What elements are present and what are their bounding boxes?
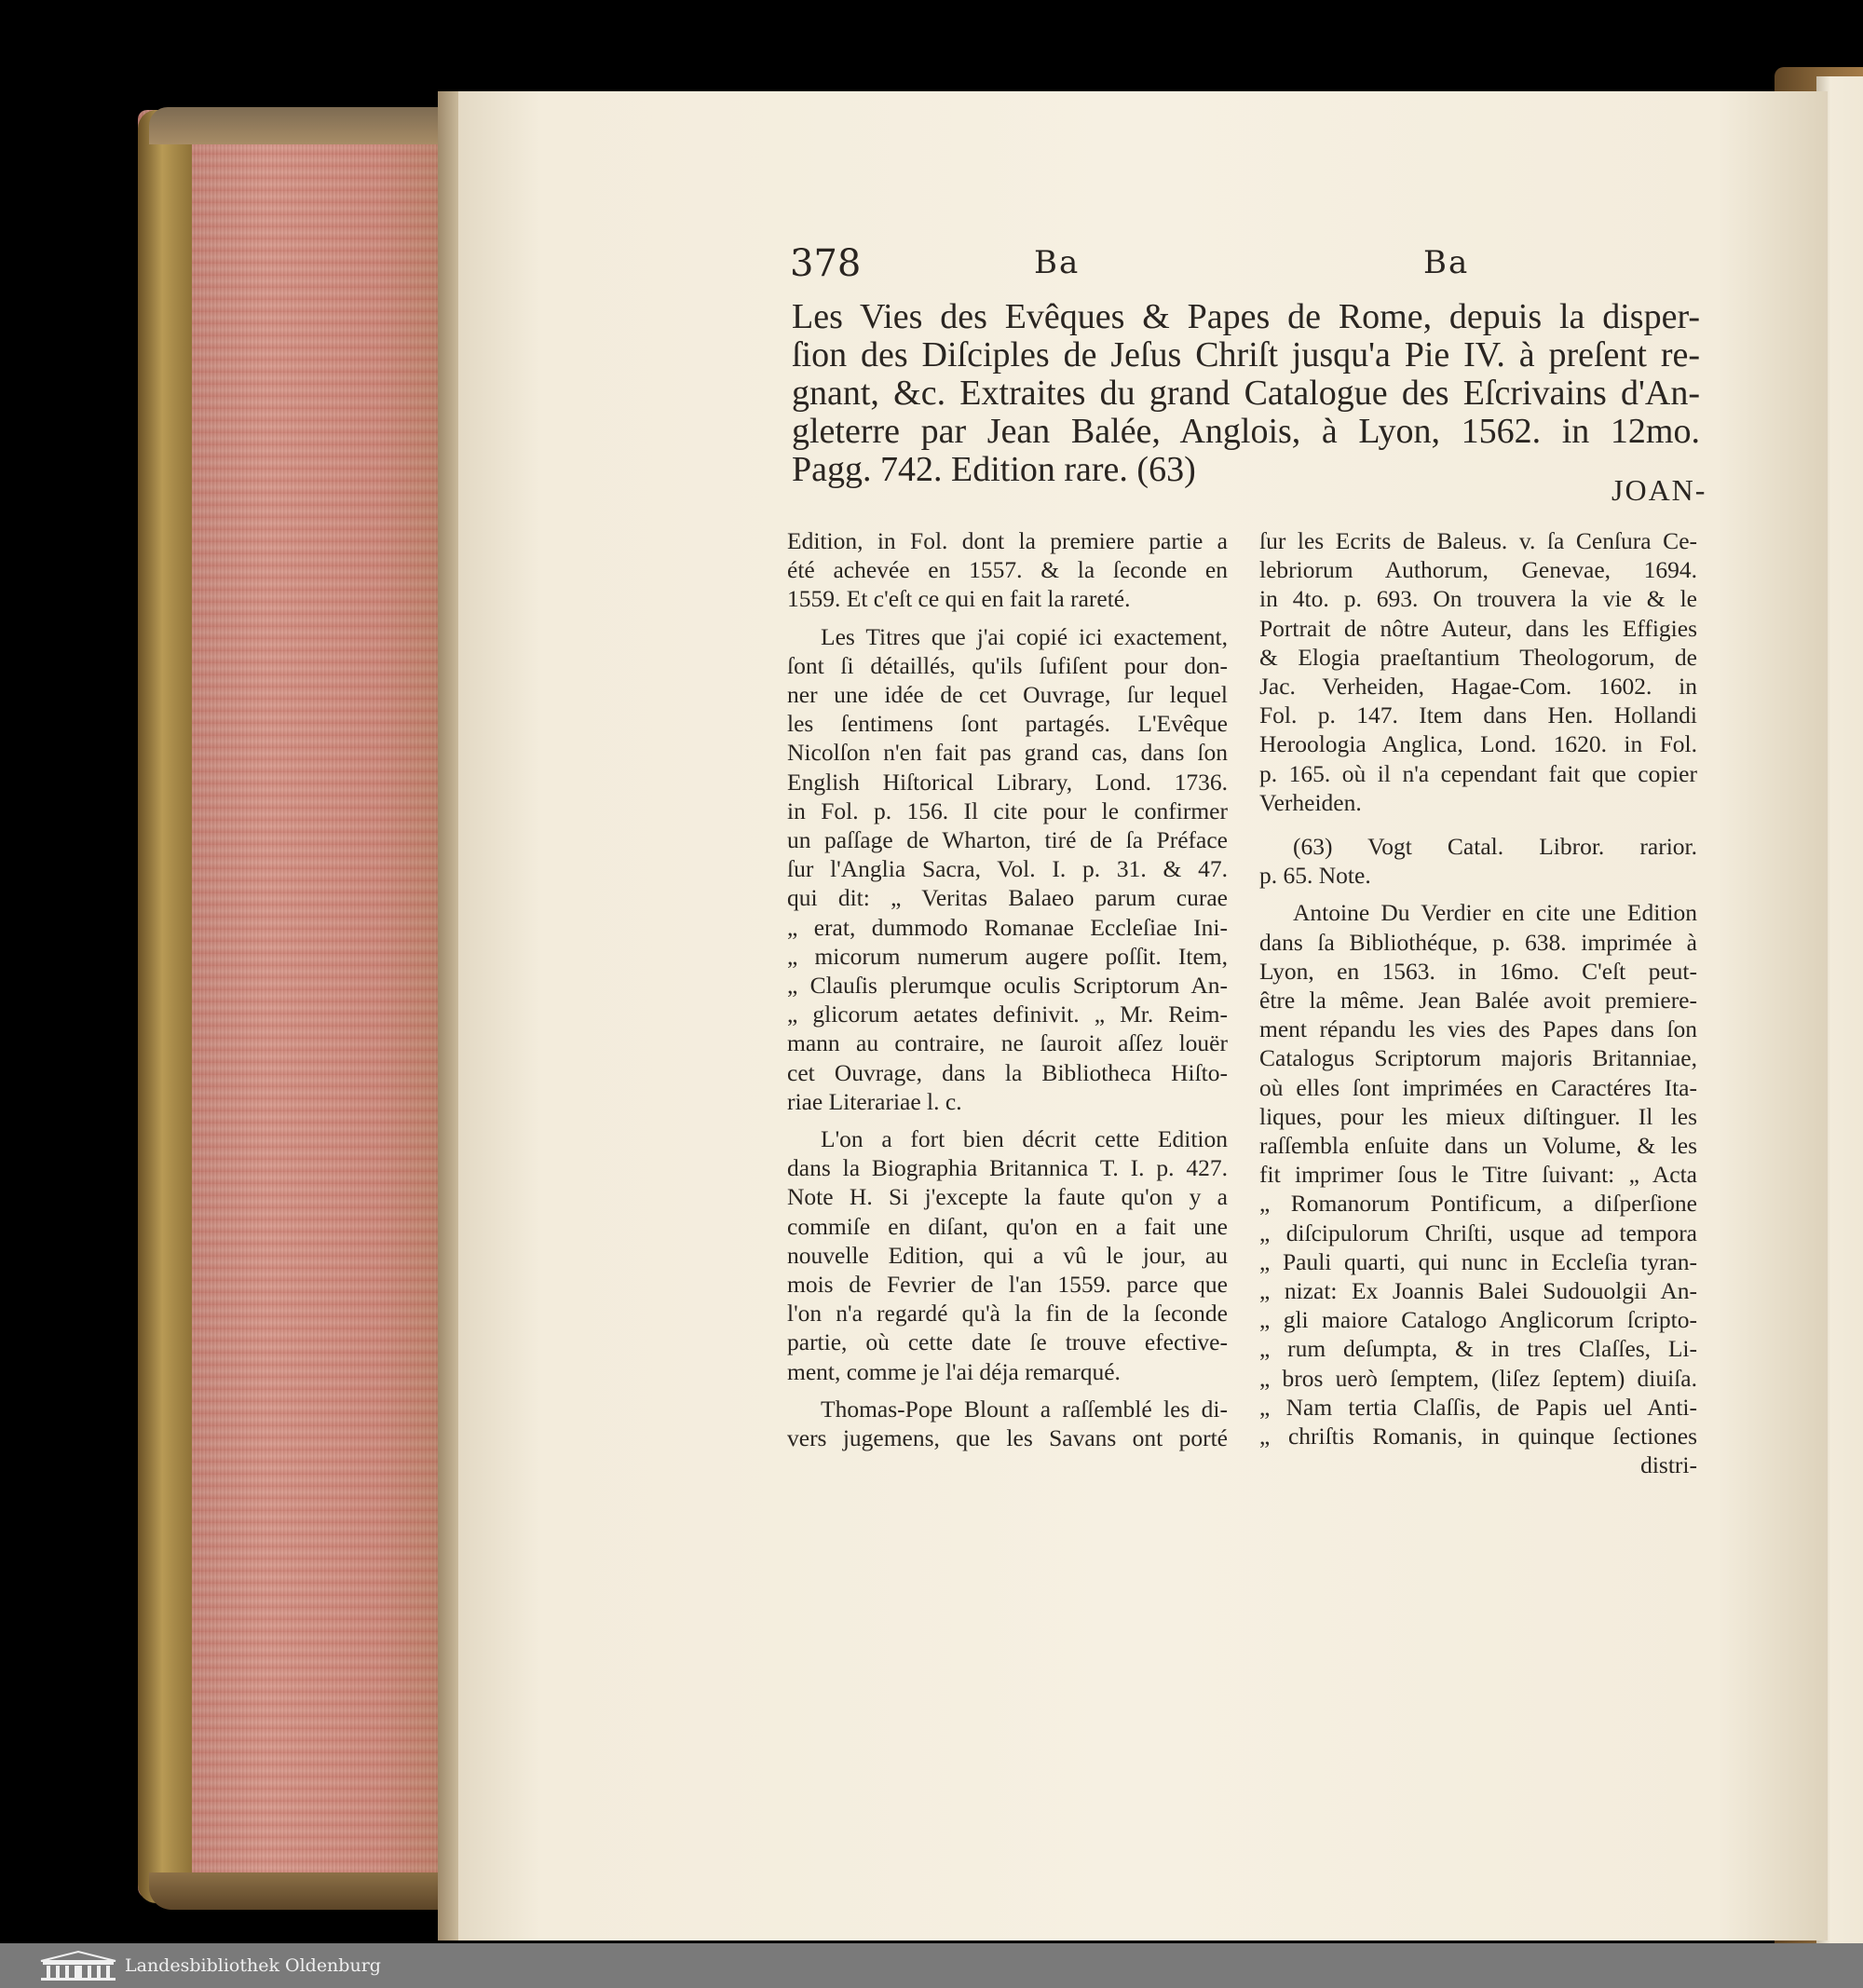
- text-line: „ gli maiore Catalogo Anglicorum ſcripto-: [1259, 1306, 1697, 1334]
- catchword-bottom: distri-: [1640, 1451, 1697, 1479]
- text-line: riae Literariae l. c.: [787, 1087, 962, 1115]
- text-line: Thomas-Pope Blount a raſſemblé les di-: [821, 1395, 1228, 1423]
- text-line: cet Ouvrage, dans la Bibliotheca Hiſto-: [787, 1058, 1228, 1086]
- text-line: „ rum deſumpta, & in tres Claſſes, Li-: [1259, 1335, 1697, 1363]
- text-line: Les Titres que j'ai copié ici exactement,: [821, 622, 1228, 650]
- title-line: Les Vies des Evêques & Papes de Rome, depuis la disper-: [792, 297, 1700, 336]
- book-cover-top: [149, 107, 456, 144]
- text-line: lebriorum Authorum, Genevae, 1694.: [1259, 556, 1697, 584]
- text-line: Verheiden.: [1259, 788, 1362, 816]
- text-line: ſont ſi détaillés, qu'ils ſufiſent pour don-: [787, 651, 1228, 679]
- text-line: in 4to. p. 693. On trouvera la vie & le: [1259, 585, 1697, 613]
- entry-title: [792, 298, 1700, 489]
- running-head-left: Ba: [1034, 244, 1081, 281]
- text-line: liques, pour les mieux diſtinguer. Il les: [1259, 1102, 1697, 1130]
- text-line: Heroologia Anglica, Lond. 1620. in Fol.: [1259, 730, 1697, 758]
- title-line: gnant, &c. Extraites du grand Catalogue des Eſcrivains d'An-: [792, 374, 1700, 413]
- text-line: „ Pauli quarti, qui nunc in Eccleſia tyran-: [1259, 1247, 1697, 1275]
- catchword-title: JOAN-: [1611, 473, 1707, 507]
- book-cover-bottom: [149, 1872, 456, 1910]
- text-line: Jac. Verheiden, Hagae-Com. 1602. in: [1259, 673, 1697, 701]
- text-line: dans la Biographia Britannica T. I. p. 427.: [787, 1154, 1228, 1182]
- page-number: 378: [790, 242, 862, 285]
- text-line: „ chriſtis Romanis, in quinque ſectiones: [1259, 1423, 1697, 1450]
- title-line: gleterre par Jean Balée, Anglois, à Lyon, 1562. in 12mo.: [792, 412, 1700, 451]
- text-line: L'on a fort bien décrit cette Edition: [821, 1125, 1228, 1153]
- text-line: „ Romanorum Pontificum, a diſperſione: [1259, 1190, 1697, 1218]
- text-line: p. 165. où il n'a cependant fait que copier: [1259, 759, 1697, 787]
- text-line: Lyon, en 1563. in 16mo. C'eſt peut-: [1259, 957, 1697, 985]
- text-line: ſur les Ecrits de Baleus. v. ſa Cenſura Ce-: [1259, 527, 1697, 554]
- text-line: qui dit: „ Veritas Balaeo parum curae: [787, 884, 1228, 912]
- title-line: ſion des Diſciples de Jeſus Chriſt jusqu'a Pie IV. à preſent re-: [792, 335, 1700, 374]
- paragraph: [787, 622, 1228, 1116]
- running-head-right: Ba: [1423, 244, 1470, 281]
- text-line: où elles ſont imprimées en Caractéres Ita-: [1259, 1073, 1697, 1101]
- text-line: Edition, in Fol. dont la premiere partie a: [787, 527, 1228, 554]
- left-column: [787, 526, 1228, 1461]
- text-line: (63) Vogt Catal. Libror. rarior.: [1293, 833, 1697, 861]
- text-line: mann au contraire, ne ſauroit aſſez louër: [787, 1029, 1228, 1057]
- text-line: ment répandu les vies des Papes dans ſon: [1259, 1015, 1697, 1043]
- paragraph: [787, 1124, 1228, 1386]
- text-line: les ſentimens ſont partagés. L'Evêque: [787, 710, 1228, 738]
- text-line: Note H. Si j'excepte la faute qu'on y a: [787, 1183, 1228, 1211]
- library-building-icon: [39, 1950, 117, 1981]
- paragraph: [1259, 898, 1697, 1479]
- text-line: Nicolſon n'en fait pas grand cas, dans ſon: [787, 739, 1228, 767]
- text-line: vers jugemens, que les Savans ont porté: [787, 1424, 1228, 1452]
- text-line: ment, comme je l'ai déja remarqué.: [787, 1357, 1121, 1385]
- text-line: „ diſcipulorum Chriſti, usque ad tempora: [1259, 1219, 1697, 1246]
- footnote: [1259, 832, 1697, 890]
- text-line: Catalogus Scriptorum majoris Britanniae,: [1259, 1044, 1697, 1072]
- text-line: être la même. Jean Balée avoit premiere-: [1259, 987, 1697, 1014]
- paragraph: [787, 526, 1228, 614]
- text-line: „ glicorum aetates definivit. „ Mr. Reim-: [787, 1001, 1228, 1028]
- text-line: partie, où cette date ſe trouve efective-: [787, 1328, 1228, 1356]
- text-line: „ erat, dummodo Romanae Eccleſiae Ini-: [787, 913, 1228, 941]
- footer-bar: [0, 1943, 1863, 1988]
- title-line: Pagg. 742. Edition rare. (63): [792, 450, 1196, 489]
- text-line: & Elogia praeſtantium Theologorum, de: [1259, 643, 1697, 671]
- library-name: Landesbibliothek Oldenburg: [125, 1955, 381, 1976]
- text-line: l'on n'a regardé qu'à la fin de la ſeconde: [787, 1300, 1228, 1328]
- text-line: „ nizat: Ex Joannis Balei Sudouolgii An-: [1259, 1277, 1697, 1305]
- paragraph: [1259, 526, 1697, 817]
- text-line: Antoine Du Verdier en cite une Edition: [1293, 899, 1697, 927]
- text-line: „ bros uerò ſemptem, (liſez ſeptem) diuiſa.: [1259, 1364, 1697, 1392]
- paragraph: [787, 1395, 1228, 1452]
- text-line: commiſe en diſant, qu'on en a fait une: [787, 1212, 1228, 1240]
- text-line: English Hiſtorical Library, Lond. 1736.: [787, 768, 1228, 796]
- text-line: „ Clauſis plerumque oculis Scriptorum An-: [787, 972, 1228, 1000]
- text-line: Portrait de nôtre Auteur, dans les Effigies: [1259, 614, 1697, 642]
- text-line: „ micorum numerum augere poſſit. Item,: [787, 942, 1228, 970]
- text-line: raſſembla enſuite dans un Volume, & les: [1259, 1132, 1697, 1160]
- text-line: 1559. Et c'eſt ce qui en fait la rareté.: [787, 585, 1131, 613]
- text-line: nouvelle Edition, qui a vû le jour, au: [787, 1241, 1228, 1269]
- text-line: p. 65. Note.: [1259, 862, 1371, 890]
- text-line: fit imprimer ſous le Titre ſuivant: „ Acta: [1259, 1161, 1697, 1189]
- text-line: in Fol. p. 156. Il cite pour le confirmer: [787, 797, 1228, 824]
- right-column: [1259, 526, 1697, 1489]
- text-line: un paſſage de Wharton, tiré de ſa Préface: [787, 826, 1228, 854]
- text-line: ſur l'Anglia Sacra, Vol. I. p. 31. & 47.: [787, 855, 1228, 883]
- text-line: été achevée en 1557. & la ſeconde en: [787, 556, 1228, 584]
- text-line: Fol. p. 147. Item dans Hen. Hollandi: [1259, 701, 1697, 729]
- text-line: ner une idée de cet Ouvrage, ſur lequel: [787, 681, 1228, 709]
- text-line: dans ſa Bibliothéque, p. 638. imprimée à: [1259, 928, 1697, 956]
- text-line: „ Nam tertia Claſſis, de Papis uel Anti-: [1259, 1393, 1697, 1421]
- text-line: mois de Fevrier de l'an 1559. parce que: [787, 1271, 1228, 1299]
- book-cover-spine: [138, 110, 192, 1903]
